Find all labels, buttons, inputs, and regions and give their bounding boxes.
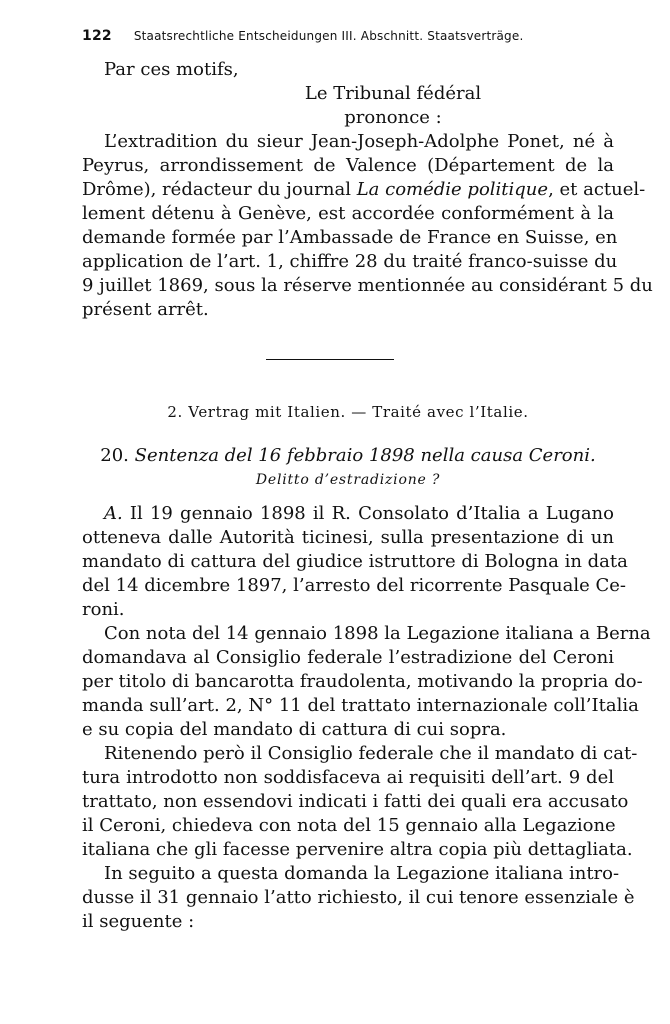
paragraph-line: Con nota del 14 gennaio 1898 la Legazione italiana a Berna [104, 623, 651, 644]
section-heading: 2. Vertrag mit Italien. — Traité avec l’Italie. [167, 403, 529, 421]
running-title: Staatsrechtliche Entscheidungen III. Abschnitt. Staatsverträge. [133, 29, 524, 43]
tribunal-line: Le Tribunal fédéral [304, 83, 482, 104]
paragraph [82, 502, 628, 622]
decision-line: présent arrêt. [82, 299, 209, 320]
decision-line: lement détenu à Genève, est accordée conformément à la [82, 203, 614, 224]
paragraph-line: manda sull’art. 2, N° 11 del trattato internazionale coll’Italia [82, 695, 639, 716]
paragraph-line: e su copia del mandato di cattura di cui sopra. [82, 719, 507, 740]
decision-text [82, 130, 653, 322]
case-title [82, 445, 614, 466]
document-page [82, 28, 653, 934]
case-body [82, 502, 651, 934]
paragraph-line: A. Il 19 gennaio 1898 il R. Consolato d’Italia a Lugano [104, 503, 614, 524]
motifs-line: Par ces motifs, [104, 59, 239, 80]
case-subject: Delitto d’estradizione ? [255, 472, 441, 488]
paragraph [82, 742, 638, 862]
paragraph-line: mandato di cattura del giudice istruttore di Bologna in data [82, 551, 628, 572]
paragraph-line: roni. [82, 599, 125, 620]
paragraph [82, 862, 635, 934]
paragraph-line: italiana che gli facesse pervenire altra copia più dettagliata. [82, 839, 633, 860]
paragraph-line: domandava al Consiglio federale l’estradizione del Ceroni [82, 647, 614, 668]
decision-line: application de l’art. 1, chiffre 28 du traité franco-suisse du [82, 251, 618, 272]
paragraph-label: A. [104, 503, 130, 524]
case-title-text: Sentenza del 16 febbraio 1898 nella causa Ceroni. [134, 445, 596, 466]
journal-title: La comédie politique [356, 179, 549, 200]
decision-block [82, 58, 653, 322]
paragraph-line: trattato, non essendovi indicati i fatti dei quali era accusato [82, 791, 629, 812]
paragraph-line: otteneva dalle Autorità ticinesi, sulla presentazione di un [82, 527, 614, 548]
decision-line: 9 juillet 1869, sous la réserve mentionnée au considérant 5 du [82, 275, 653, 296]
decision-line: L’extradition du sieur Jean-Joseph-Adolphe Ponet, né à [104, 131, 614, 152]
decision-line: Peyrus, arrondissement de Valence (Département de la [82, 155, 614, 176]
paragraph-line: Ritenendo però il Consiglio federale che il mandato di cat- [104, 743, 638, 764]
case-number: 20. [100, 445, 129, 466]
prononce-line: prononce : [344, 107, 442, 128]
paragraph-line: dusse il 31 gennaio l’atto richiesto, il cui tenore essenziale è [82, 887, 635, 908]
paragraph-line: tura introdotto non soddisfaceva ai requisiti dell’art. 9 del [82, 767, 614, 788]
decision-line: Drôme), rédacteur du journal La comédie politique, et actuel- [82, 179, 646, 200]
section-divider [266, 359, 394, 360]
paragraph [82, 622, 651, 742]
paragraph-line: il Ceroni, chiedeva con nota del 15 gennaio alla Legazione [82, 815, 616, 836]
paragraph-line: per titolo di bancarotta fraudolenta, motivando la propria do- [82, 671, 643, 692]
decision-line: demande formée par l’Ambassade de France en Suisse, en [82, 227, 618, 248]
paragraph-line: del 14 dicembre 1897, l’arresto del ricorrente Pasquale Ce- [82, 575, 626, 596]
running-header [82, 28, 614, 50]
paragraph-line: In seguito a questa domanda la Legazione italiana intro- [104, 863, 620, 884]
page-number: 122 [82, 28, 112, 44]
paragraph-line: il seguente : [82, 911, 195, 932]
